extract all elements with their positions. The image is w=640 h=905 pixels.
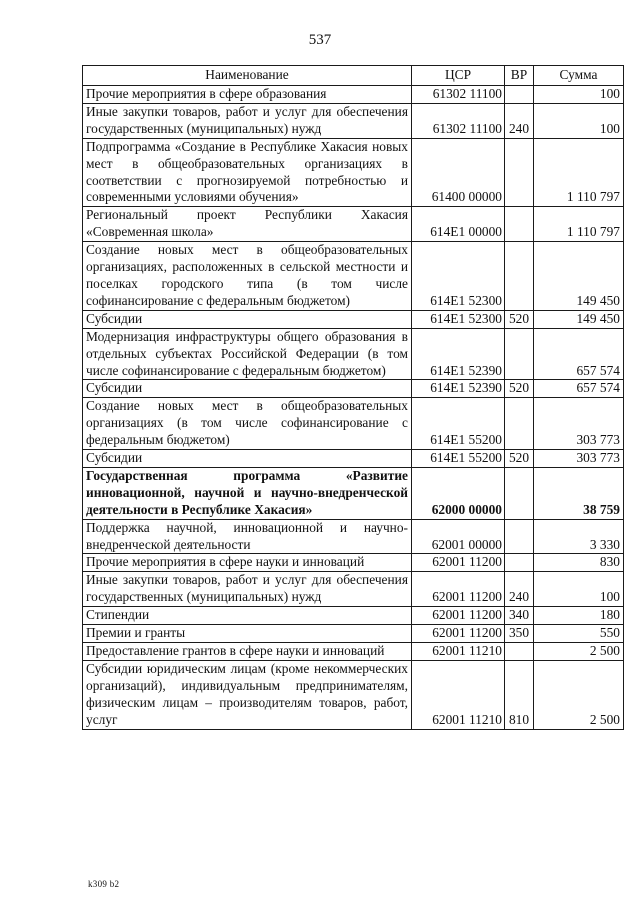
row-name: Поддержка научной, инновационной и научно-внедренческой деятельности (83, 519, 412, 554)
header-csr: ЦСР (412, 66, 505, 86)
row-vr (505, 86, 534, 104)
row-csr: 614Е1 00000 (412, 207, 505, 242)
header-name: Наименование (83, 66, 412, 86)
row-vr: 810 (505, 660, 534, 729)
row-csr: 61400 00000 (412, 138, 505, 207)
row-name: Прочие мероприятия в сфере образования (83, 86, 412, 104)
row-sum: 38 759 (534, 467, 624, 519)
row-csr: 62001 11210 (412, 660, 505, 729)
row-name: Субсидии (83, 310, 412, 328)
footer-code: k309 b2 (88, 879, 120, 889)
row-sum: 657 574 (534, 380, 624, 398)
row-sum: 1 110 797 (534, 138, 624, 207)
row-name: Региональный проект Республики Хакасия «Современная школа» (83, 207, 412, 242)
table-row (83, 103, 624, 138)
row-sum: 100 (534, 572, 624, 607)
row-vr: 520 (505, 310, 534, 328)
table-row (83, 643, 624, 661)
table-row (83, 519, 624, 554)
row-csr: 61302 11100 (412, 86, 505, 104)
row-sum: 180 (534, 607, 624, 625)
table-row (83, 554, 624, 572)
table-row (83, 310, 624, 328)
row-name: Модернизация инфраструктуры общего образования в отдельных субъектах Российской Федерации (в том числе софинансирование с федеральным бюджетом) (83, 328, 412, 380)
row-csr: 62000 00000 (412, 467, 505, 519)
row-vr (505, 467, 534, 519)
row-name: Иные закупки товаров, работ и услуг для обеспечения государственных (муниципальных) нужд (83, 103, 412, 138)
row-vr (505, 398, 534, 450)
table-row (83, 207, 624, 242)
row-name: Создание новых мест в общеобразовательных организациях, расположенных в сельской местности и поселках городского типа (в том числе софинансирование с федеральным бюджетом) (83, 242, 412, 311)
row-csr: 614Е1 55200 (412, 450, 505, 468)
page-number: 537 (308, 32, 332, 48)
row-name: Подпрограмма «Создание в Республике Хакасия новых мест в общеобразовательных организациях в соответствии с прогнозируемой потребностью и современными условиями обучения» (83, 138, 412, 207)
table-row (83, 380, 624, 398)
row-name: Предоставление грантов в сфере науки и инноваций (83, 643, 412, 661)
table-body (83, 86, 624, 730)
row-csr: 62001 00000 (412, 519, 505, 554)
row-sum: 2 500 (534, 660, 624, 729)
row-csr: 614Е1 52390 (412, 380, 505, 398)
row-csr: 614Е1 52390 (412, 328, 505, 380)
table-row (83, 607, 624, 625)
table-row (83, 467, 624, 519)
table-row (83, 660, 624, 729)
row-sum: 303 773 (534, 450, 624, 468)
row-vr (505, 554, 534, 572)
header-sum: Сумма (534, 66, 624, 86)
row-csr: 614Е1 55200 (412, 398, 505, 450)
row-csr: 614Е1 52300 (412, 242, 505, 311)
row-name: Прочие мероприятия в сфере науки и инноваций (83, 554, 412, 572)
row-vr: 340 (505, 607, 534, 625)
table-row (83, 625, 624, 643)
row-vr (505, 242, 534, 311)
table-row (83, 398, 624, 450)
row-vr (505, 328, 534, 380)
row-csr: 614Е1 52300 (412, 310, 505, 328)
table-row (83, 450, 624, 468)
row-name: Субсидии (83, 380, 412, 398)
row-sum: 2 500 (534, 643, 624, 661)
row-name: Иные закупки товаров, работ и услуг для обеспечения государственных (муниципальных) нужд (83, 572, 412, 607)
row-sum: 550 (534, 625, 624, 643)
row-sum: 100 (534, 103, 624, 138)
table-row (83, 242, 624, 311)
row-vr (505, 643, 534, 661)
row-csr: 62001 11200 (412, 572, 505, 607)
header-vr: ВР (505, 66, 534, 86)
row-csr: 61302 11100 (412, 103, 505, 138)
row-sum: 149 450 (534, 310, 624, 328)
row-vr: 240 (505, 572, 534, 607)
table-row (83, 86, 624, 104)
row-sum: 3 330 (534, 519, 624, 554)
row-sum: 1 110 797 (534, 207, 624, 242)
row-csr: 62001 11210 (412, 643, 505, 661)
row-vr: 350 (505, 625, 534, 643)
row-name: Субсидии (83, 450, 412, 468)
row-name: Создание новых мест в общеобразовательных организациях (в том числе софинансирование с федеральным бюджетом) (83, 398, 412, 450)
row-name: Премии и гранты (83, 625, 412, 643)
budget-table (82, 65, 624, 730)
row-vr (505, 207, 534, 242)
row-vr (505, 138, 534, 207)
table-row (83, 328, 624, 380)
row-vr (505, 519, 534, 554)
row-sum: 830 (534, 554, 624, 572)
row-sum: 657 574 (534, 328, 624, 380)
row-name: Государственная программа «Развитие инновационной, научной и научно-внедренческой деятельности в Республике Хакасия» (83, 467, 412, 519)
row-name: Стипендии (83, 607, 412, 625)
row-csr: 62001 11200 (412, 554, 505, 572)
row-csr: 62001 11200 (412, 625, 505, 643)
row-name: Субсидии юридическим лицам (кроме некоммерческих организаций), индивидуальным предпринимателям, физическим лицам – производителям товаров, работ, услуг (83, 660, 412, 729)
row-sum: 100 (534, 86, 624, 104)
row-sum: 303 773 (534, 398, 624, 450)
row-csr: 62001 11200 (412, 607, 505, 625)
row-vr: 240 (505, 103, 534, 138)
row-sum: 149 450 (534, 242, 624, 311)
table-row (83, 572, 624, 607)
table-header-row (83, 66, 624, 86)
row-vr: 520 (505, 450, 534, 468)
row-vr: 520 (505, 380, 534, 398)
table-row (83, 138, 624, 207)
